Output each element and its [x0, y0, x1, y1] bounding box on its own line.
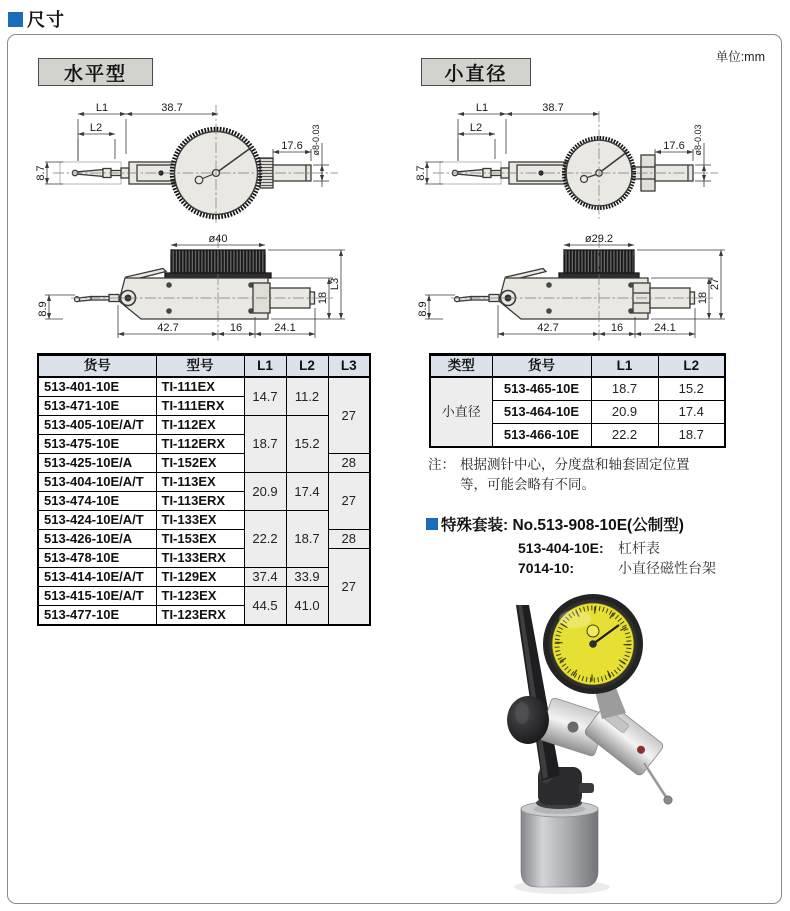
- dim-l1: L1: [95, 102, 109, 114]
- table-cell: 513-477-10E: [38, 606, 156, 626]
- table-cell: 17.4: [286, 473, 328, 511]
- dim-stem-length: 17.6: [281, 140, 303, 152]
- table-cell: 513-414-10E/A/T: [38, 568, 156, 587]
- table-cell: 20.9: [591, 401, 658, 424]
- table-cell: 28: [328, 454, 370, 473]
- table-cell: 513-465-10E: [492, 377, 591, 401]
- item-code: 513-404-10E:: [518, 540, 604, 556]
- column-header: 型号: [156, 355, 244, 378]
- table-cell: 33.9: [286, 568, 328, 587]
- header-row: [430, 355, 725, 378]
- column-header: 货号: [38, 355, 156, 378]
- column-header: L1: [591, 355, 658, 378]
- table-row: [38, 511, 370, 530]
- dim-cap-diameter: ø40: [208, 233, 228, 245]
- table-cell: TI-112EX: [156, 416, 244, 435]
- small-dia-top-view-drawing: [413, 99, 773, 229]
- page-title-row: [8, 6, 65, 32]
- dim-stem-diameter: ø8-0.03: [311, 124, 321, 156]
- column-header: L1: [244, 355, 286, 378]
- dim-l2: L2: [469, 122, 483, 134]
- dim-cap-diameter: ø29.2: [584, 233, 614, 245]
- dim-l2: L2: [89, 122, 103, 134]
- table-cell: 513-466-10E: [492, 424, 591, 448]
- table-cell: TI-133EX: [156, 511, 244, 530]
- small-dia-spec-table: [429, 353, 726, 448]
- section-label-small-diameter: 小直径: [421, 58, 531, 86]
- table-cell: 37.4: [244, 568, 286, 587]
- unit-label: 单位:mm: [715, 50, 765, 64]
- blue-square-icon: [426, 518, 438, 530]
- special-set-item: [518, 558, 771, 578]
- table-row: [38, 377, 370, 397]
- table-cell: TI-123ERX: [156, 606, 244, 626]
- section-label-horizontal: 水平型: [38, 58, 153, 86]
- product-photo-indicator-on-magnetic-stand: [476, 591, 781, 907]
- header-row: [38, 355, 370, 378]
- dim-a: 42.7: [157, 322, 179, 334]
- table-cell: 513-424-10E/A/T: [38, 511, 156, 530]
- table-cell: TI-111ERX: [156, 397, 244, 416]
- blue-square-icon: [8, 12, 23, 27]
- dim-a: 42.7: [537, 322, 559, 334]
- note-label: 注：: [428, 457, 455, 472]
- table-cell: 513-405-10E/A/T: [38, 416, 156, 435]
- item-code: 7014-10:: [518, 560, 575, 577]
- table-cell: TI-133ERX: [156, 549, 244, 568]
- table-cell: 513-425-10E/A: [38, 454, 156, 473]
- dim-length: 38.7: [542, 102, 564, 114]
- table-cell: 22.2: [591, 424, 658, 448]
- dim-outer-height: 27: [709, 277, 721, 291]
- table-cell: 44.5: [244, 587, 286, 626]
- table-cell: TI-129EX: [156, 568, 244, 587]
- table-cell: 27: [328, 377, 370, 454]
- table-cell: TI-153EX: [156, 530, 244, 549]
- note: [428, 455, 748, 496]
- dim-c: 24.1: [654, 322, 676, 334]
- special-set-title: 特殊套装: No.513-908-10E(公制型): [426, 513, 771, 535]
- table-cell: 513-475-10E: [38, 435, 156, 454]
- dim-length: 38.7: [161, 102, 183, 114]
- dim-outer-height: L3: [329, 277, 341, 291]
- page-title: 尺寸: [27, 10, 65, 30]
- dim-b: 16: [229, 322, 243, 334]
- table-cell: 513-404-10E/A/T: [38, 473, 156, 492]
- table-cell: 41.0: [286, 587, 328, 626]
- horizontal-top-view-drawing: [33, 99, 393, 229]
- table-row: [38, 416, 370, 435]
- table-cell: 15.2: [286, 416, 328, 473]
- table-cell: 11.2: [286, 377, 328, 416]
- column-header: L2: [658, 355, 725, 378]
- table-cell: 14.7: [244, 377, 286, 416]
- table-cell: 513-426-10E/A: [38, 530, 156, 549]
- dim-height: 8.7: [415, 165, 427, 181]
- dim-c: 24.1: [274, 322, 296, 334]
- column-header: 货号: [492, 355, 591, 378]
- table-cell: 18.7: [658, 424, 725, 448]
- dim-inner-height: 18: [697, 291, 709, 305]
- horizontal-side-view-drawing: [33, 231, 393, 353]
- column-header: L3: [328, 355, 370, 378]
- dim-l1: L1: [475, 102, 489, 114]
- table-cell: 27: [328, 473, 370, 530]
- table-cell: TI-111EX: [156, 377, 244, 397]
- table-cell: 22.2: [244, 511, 286, 568]
- horizontal-spec-table: [37, 353, 371, 626]
- table-cell: 513-464-10E: [492, 401, 591, 424]
- table-row: [38, 568, 370, 587]
- table-cell: TI-113ERX: [156, 492, 244, 511]
- table-cell: 18.7: [591, 377, 658, 401]
- item-description: 杠杆表: [618, 540, 660, 556]
- table-row: [38, 473, 370, 492]
- dim-stem-diameter: ø8-0.03: [693, 124, 703, 156]
- note-text: 根据测针中心，分度盘和轴套固定位置 等，可能会略有不同。: [460, 457, 690, 493]
- table-cell: 20.9: [244, 473, 286, 511]
- table-cell: 15.2: [658, 377, 725, 401]
- dim-height: 8.7: [35, 165, 47, 181]
- special-set-items: [426, 538, 771, 579]
- table-cell: TI-113EX: [156, 473, 244, 492]
- table-cell: 17.4: [658, 401, 725, 424]
- table-row: [430, 377, 725, 401]
- table-cell: 18.7: [286, 511, 328, 568]
- dim-b: 16: [610, 322, 624, 334]
- dim-height: 8.9: [417, 301, 429, 317]
- dim-height: 8.9: [37, 301, 49, 317]
- special-set-block: [426, 513, 771, 579]
- small-dia-side-view-drawing: [413, 231, 773, 353]
- dim-inner-height: 18: [317, 291, 329, 305]
- table-cell: 28: [328, 530, 370, 549]
- column-header: 类型: [430, 355, 492, 378]
- dim-stem-length: 17.6: [663, 140, 685, 152]
- table-cell: 513-471-10E: [38, 397, 156, 416]
- table-cell: 小直径: [430, 377, 492, 447]
- table-cell: 513-474-10E: [38, 492, 156, 511]
- table-cell: 513-478-10E: [38, 549, 156, 568]
- table-cell: TI-123EX: [156, 587, 244, 606]
- table-row: [38, 587, 370, 606]
- table-cell: 513-415-10E/A/T: [38, 587, 156, 606]
- table-cell: 513-401-10E: [38, 377, 156, 397]
- table-cell: 18.7: [244, 416, 286, 473]
- special-set-item: [518, 538, 771, 558]
- content-frame: [7, 34, 782, 904]
- table-cell: TI-152EX: [156, 454, 244, 473]
- table-cell: TI-112ERX: [156, 435, 244, 454]
- item-description: 小直径磁性台架: [618, 560, 716, 577]
- table-cell: 27: [328, 549, 370, 626]
- column-header: L2: [286, 355, 328, 378]
